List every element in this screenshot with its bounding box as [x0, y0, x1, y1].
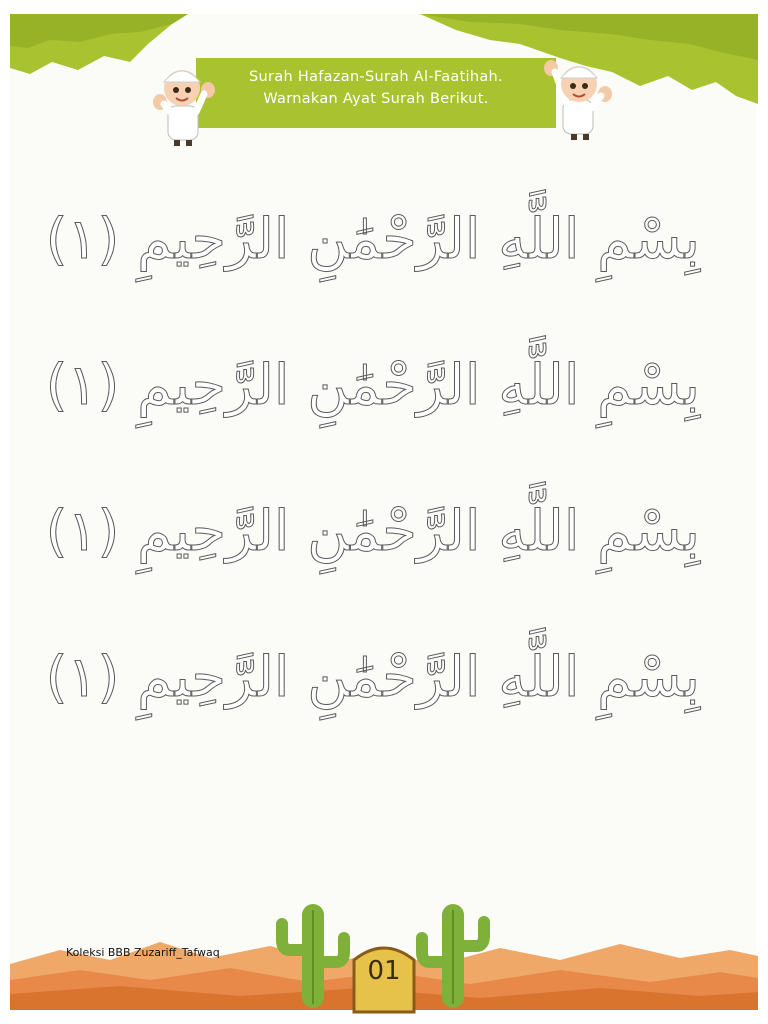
boy-waving-right-icon [543, 52, 613, 142]
page-instruction: Warnakan Ayat Surah Berikut. [263, 91, 489, 107]
page-title: Surah Hafazan-Surah Al-Faatihah. [249, 69, 503, 85]
verse-outline-text: بِسْمِ اللَّهِ الرَّحْمَٰنِ الرَّحِيمِ (١) [45, 207, 700, 272]
verse-row [45, 170, 700, 316]
footer-credit: Koleksi BBB Zuzariff_Tafwaq [66, 946, 220, 959]
header-banner [196, 58, 556, 128]
verse-row [45, 316, 700, 462]
verse-outline-text: بِسْمِ اللَّهِ الرَّحْمَٰنِ الرَّحِيمِ (١) [45, 353, 700, 418]
verse-row [45, 462, 700, 608]
verse-outline-text: بِسْمِ اللَّهِ الرَّحْمَٰنِ الرَّحِيمِ (١) [45, 499, 700, 564]
verse-row [45, 608, 700, 754]
boy-waving-left-icon [150, 58, 220, 148]
verse-outline-text: بِسْمِ اللَّهِ الرَّحْمَٰنِ الرَّحِيمِ (١) [45, 645, 700, 710]
verse-list [45, 170, 700, 754]
page-number: 01 [367, 956, 401, 986]
